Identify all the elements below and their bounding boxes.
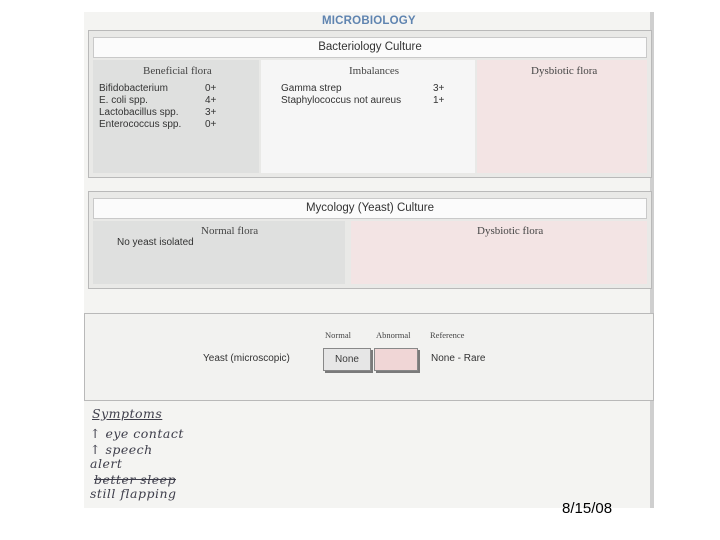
symptom-note: better sleep (94, 472, 177, 487)
growth-value: 1+ (433, 95, 445, 106)
symptom-note: alert (90, 456, 123, 471)
mycology-panel (88, 191, 652, 289)
imbalance-row (281, 83, 461, 94)
beneficial-row (99, 83, 225, 94)
growth-value: 0+ (205, 83, 217, 94)
imbalances-heading: Imbalances (349, 65, 400, 77)
organism-name: Staphylococcus not aureus (281, 95, 402, 106)
yeast-culture-result: No yeast isolated (117, 237, 194, 248)
normal-flora-heading: Normal flora (201, 225, 259, 237)
report-title: MICROBIOLOGY (322, 15, 416, 27)
beneficial-row (99, 119, 225, 130)
mycology-header: Mycology (Yeast) Culture (93, 198, 647, 219)
bacteriology-panel (88, 30, 652, 178)
reference-column-label: Reference (430, 330, 465, 340)
beneficial-row (99, 107, 225, 118)
symptom-note: ↑ speech (90, 442, 153, 457)
symptoms-heading: Symptoms (92, 406, 163, 421)
dysbiotic-flora-heading: Dysbiotic flora (477, 225, 544, 237)
beneficial-flora-heading: Beneficial flora (143, 65, 212, 77)
abnormal-result-box (374, 348, 418, 371)
normal-column-label: Normal (325, 330, 351, 340)
growth-value: 3+ (433, 83, 445, 94)
growth-value: 4+ (205, 95, 217, 106)
scanned-report (84, 12, 654, 508)
organism-name: Gamma strep (281, 83, 342, 94)
beneficial-row (99, 95, 225, 106)
symptom-note: still flapping (90, 486, 177, 501)
organism-name: Lactobacillus spp. (99, 107, 179, 118)
imbalance-row (281, 95, 461, 106)
reference-range: None - Rare (431, 353, 486, 364)
report-date: 8/15/08 (562, 500, 613, 517)
normal-result-box: None (323, 348, 371, 371)
organism-name: Enterococcus spp. (99, 119, 182, 130)
yeast-microscopic-label: Yeast (microscopic) (203, 353, 290, 364)
dysbiotic-flora-heading: Dysbiotic flora (531, 65, 598, 77)
abnormal-column-label: Abnormal (376, 330, 411, 340)
microscopic-panel (84, 313, 654, 401)
bacteriology-header: Bacteriology Culture (93, 37, 647, 58)
organism-name: Bifidobacterium (99, 83, 168, 94)
growth-value: 3+ (205, 107, 217, 118)
growth-value: 0+ (205, 119, 217, 130)
organism-name: E. coli spp. (99, 95, 148, 106)
symptom-note: ↑ eye contact (90, 426, 184, 441)
